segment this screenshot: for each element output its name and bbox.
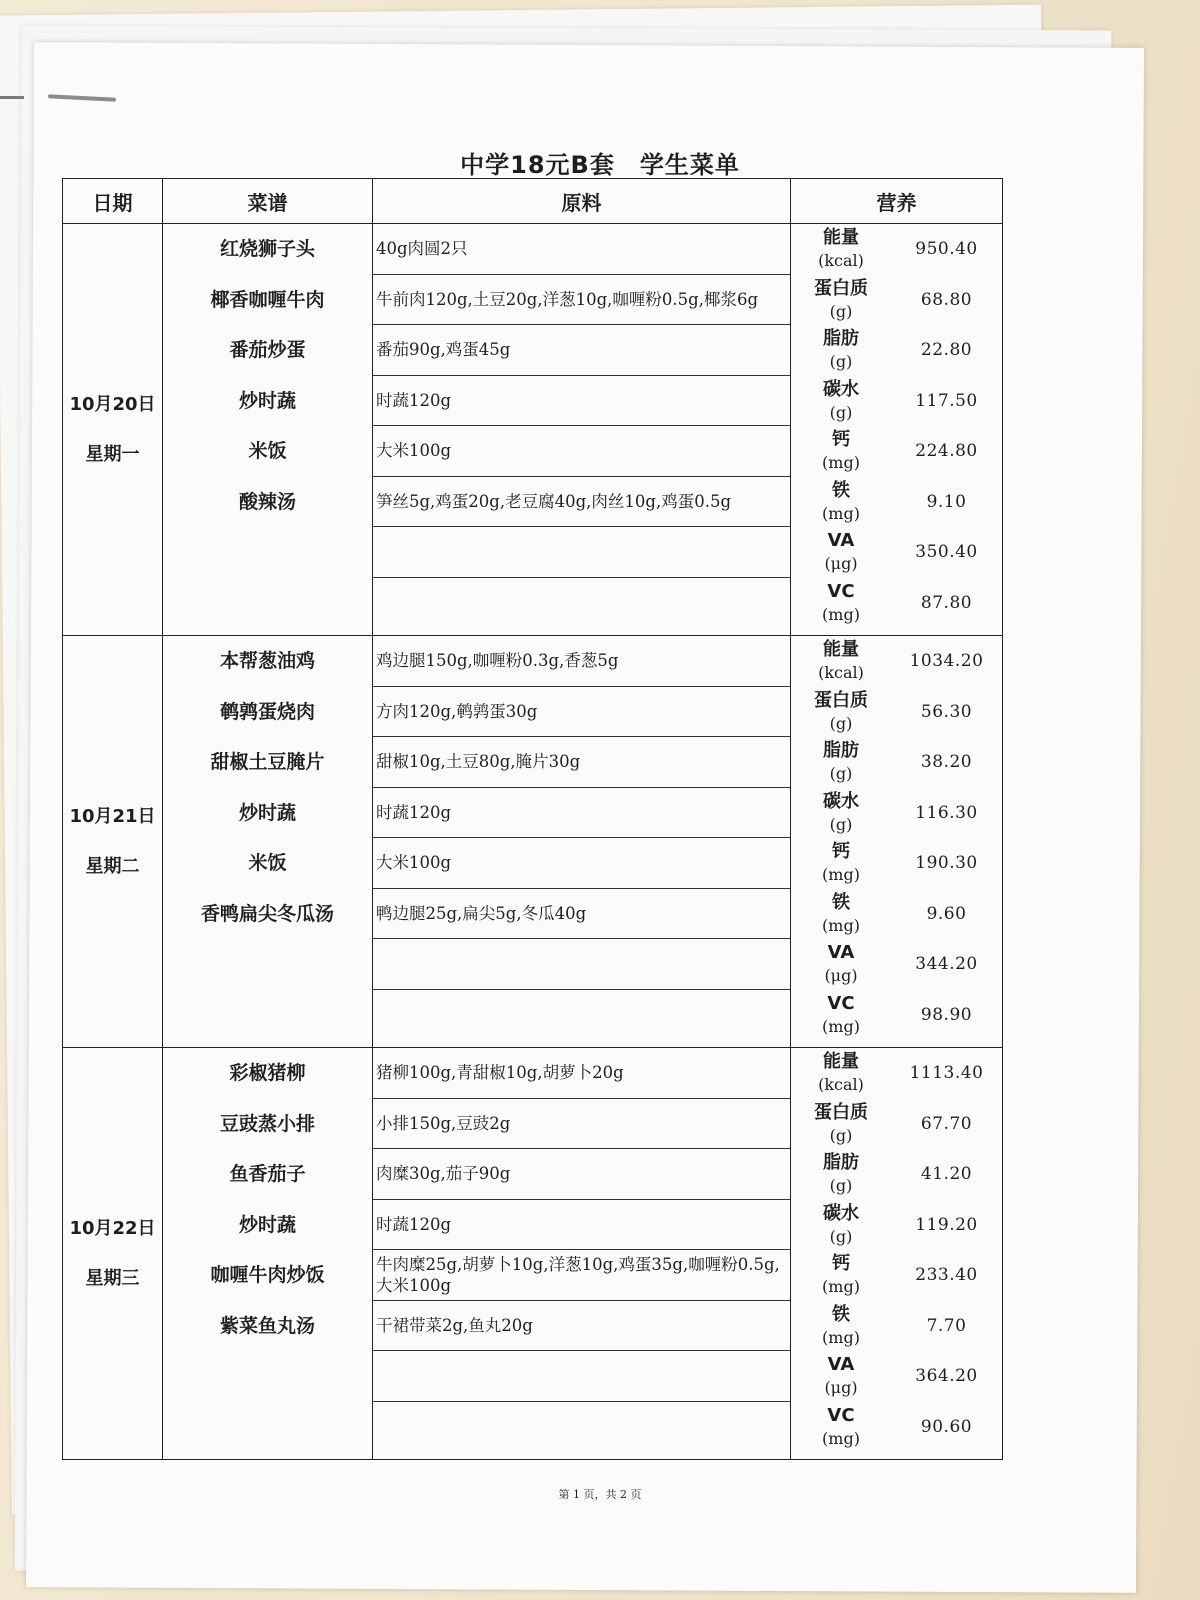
ingredient-line: 大米100g: [373, 426, 790, 477]
nutrition-label: [791, 739, 891, 785]
ingredient-line: 干裙带菜2g,鱼丸20g: [373, 1301, 790, 1352]
nutrient-name: 蛋白质: [814, 689, 868, 711]
page-title: 中学18元B套 学生菜单: [460, 151, 740, 179]
nutrition-label: [791, 840, 891, 886]
dish-name: 米饭: [248, 852, 287, 874]
ingredient-line: 时蔬120g: [373, 1200, 790, 1251]
nutrient-unit: (g): [829, 764, 853, 784]
nutrient-unit: (g): [829, 1125, 853, 1145]
day-row: [63, 636, 1003, 1048]
dish-name: 鹌鹑蛋烧肉: [219, 700, 315, 723]
date-cell: [63, 636, 163, 1048]
nutrient-value: 67.70: [920, 1113, 973, 1134]
nutrient-value: 56.30: [920, 701, 973, 722]
ingredient-line: 牛前肉120g,土豆20g,洋葱10g,咖喱粉0.5g,椰浆6g: [373, 275, 790, 326]
nutrient-value: 364.20: [915, 1366, 978, 1387]
date-label: 10月22日: [69, 1217, 156, 1239]
dish-name: 豆豉蒸小排: [219, 1112, 315, 1135]
nutrient-value: 224.80: [915, 441, 978, 462]
header-date: 日期: [63, 179, 163, 224]
ingredient-line: 鸭边腿25g,扁尖5g,冬瓜40g: [373, 889, 790, 940]
ingredient-line: 猪柳100g,青甜椒10g,胡萝卜20g: [373, 1048, 790, 1099]
nutrition-label: [791, 1101, 891, 1147]
date-label: 10月21日: [69, 805, 156, 827]
ingredient-line: 肉糜30g,茄子90g: [373, 1149, 790, 1200]
nutrient-value: 9.10: [926, 491, 967, 512]
nutrition-row: [791, 788, 1002, 839]
ingredient-line: 甜椒10g,土豆80g,腌片30g: [373, 737, 790, 788]
nutrition-row: [791, 527, 1002, 578]
nutrition-label: [791, 479, 891, 525]
nutrition-cell: [791, 224, 1003, 636]
nutrient-value: 68.80: [920, 289, 973, 310]
dish-name: 甜椒土豆腌片: [210, 751, 325, 773]
nutrient-unit: (g): [829, 1176, 853, 1196]
nutrition-label: [791, 1303, 891, 1349]
weekday-label: 星期一: [85, 443, 140, 465]
nutrient-unit: (kcal): [818, 1075, 864, 1095]
nutrient-name: VC: [827, 992, 855, 1014]
nutrient-unit: (μg): [824, 966, 858, 986]
dish-name: 咖喱牛肉炒饭: [210, 1264, 325, 1286]
nutrient-unit: (g): [829, 402, 853, 422]
ingredient-line: 牛肉糜25g,胡萝卜10g,洋葱10g,鸡蛋35g,咖喱粉0.5g,大米100g: [373, 1250, 790, 1301]
nutrition-row: [791, 1250, 1002, 1301]
nutrition-row: [791, 1099, 1002, 1150]
ingredient-line: [373, 1351, 790, 1402]
nutrition-label: [791, 327, 891, 373]
dish-name: 米饭: [248, 440, 287, 462]
dish-name: 番茄炒蛋: [229, 339, 306, 361]
nutrient-name: 脂肪: [823, 1152, 859, 1174]
nutrient-unit: (mg): [822, 865, 860, 885]
nutrition-label: [791, 1202, 891, 1248]
nutrition-label: [791, 226, 891, 272]
nutrition-row: [791, 1402, 1002, 1453]
ingredient-line: 大米100g: [373, 838, 790, 889]
header-row: [63, 179, 1003, 224]
nutrient-value: 38.20: [920, 752, 973, 773]
nutrient-name: 碳水: [823, 378, 859, 400]
nutrient-name: VA: [827, 1354, 855, 1376]
weekday-label: 星期二: [85, 855, 140, 877]
nutrient-unit: (g): [829, 814, 853, 834]
dish-name: 红烧狮子头: [219, 238, 315, 260]
dish-cell: [163, 224, 373, 636]
nutrient-unit: (mg): [822, 1016, 860, 1036]
nutrient-value: 90.60: [920, 1416, 973, 1437]
dish-name: 彩椒猪柳: [229, 1062, 306, 1084]
dish-name: 本帮葱油鸡: [219, 650, 315, 672]
ingredient-line: 笋丝5g,鸡蛋20g,老豆腐40g,肉丝10g,鸡蛋0.5g: [373, 477, 790, 528]
nutrient-name: 钙: [832, 1253, 850, 1275]
dish-name: 鱼香茄子: [229, 1163, 306, 1185]
dish-cell: [163, 636, 373, 1048]
header-dish: 菜谱: [163, 179, 373, 224]
nutrient-name: VA: [827, 942, 855, 964]
nutrition-row: [791, 224, 1002, 275]
ingredient-line: [373, 1402, 790, 1453]
nutrient-name: 能量: [823, 1051, 859, 1073]
date-cell: [63, 1048, 163, 1460]
nutrient-name: VC: [827, 580, 855, 602]
nutrient-unit: (mg): [822, 915, 860, 935]
ingredient-line: [373, 990, 790, 1041]
nutrition-label: [791, 638, 891, 684]
nutrient-value: 116.30: [915, 802, 978, 823]
nutrition-label: [791, 1050, 891, 1096]
ingredient-line: [373, 578, 790, 629]
nutrition-cell: [791, 1048, 1003, 1460]
nutrient-unit: (g): [829, 301, 853, 321]
ingredients-cell: [373, 1048, 791, 1460]
nutrient-unit: (mg): [822, 453, 860, 473]
dish-name: 炒时蔬: [238, 1213, 296, 1236]
nutrition-row: [791, 737, 1002, 788]
nutrient-unit: (mg): [822, 604, 860, 624]
nutrition-label: [791, 529, 891, 575]
nutrient-value: 1034.20: [909, 651, 984, 672]
nutrition-label: [791, 580, 891, 626]
nutrient-name: 能量: [823, 227, 859, 249]
nutrition-label: [791, 277, 891, 323]
nutrient-value: 9.60: [926, 903, 967, 924]
nutrition-row: [791, 578, 1002, 629]
nutrition-row: [791, 1149, 1002, 1200]
nutrition-label: [791, 790, 891, 836]
menu-table: [62, 178, 1003, 1460]
ingredients-cell: [373, 636, 791, 1048]
nutrient-value: 117.50: [915, 390, 978, 411]
ingredient-line: 番茄90g,鸡蛋45g: [373, 325, 790, 376]
nutrition-row: [791, 990, 1002, 1041]
nutrient-value: 190.30: [915, 853, 978, 874]
nutrition-label: [791, 689, 891, 735]
nutrition-row: [791, 477, 1002, 528]
nutrient-unit: (mg): [822, 1428, 860, 1448]
header-ingredients: 原料: [373, 179, 791, 224]
nutrition-label: [791, 1252, 891, 1298]
dish-name: 紫菜鱼丸汤: [219, 1314, 315, 1337]
page-footer: 第 1 页，共 2 页: [558, 1488, 642, 1501]
dish-name: 香鸭扁尖冬瓜汤: [200, 902, 334, 925]
nutrient-unit: (kcal): [818, 663, 864, 683]
ingredient-line: 40g肉圆2只: [373, 224, 790, 275]
nutrition-row: [791, 1351, 1002, 1402]
nutrient-name: 铁: [832, 479, 850, 501]
nutrient-name: 能量: [823, 639, 859, 661]
nutrition-row: [791, 838, 1002, 889]
nutrient-unit: (μg): [824, 554, 858, 574]
header-nutrition: 营养: [791, 179, 1003, 224]
nutrient-name: 钙: [832, 841, 850, 863]
date-cell: [63, 224, 163, 636]
nutrition-row: [791, 1301, 1002, 1352]
nutrient-unit: (g): [829, 352, 853, 372]
nutrition-label: [791, 1151, 891, 1197]
nutrition-label: [791, 428, 891, 474]
nutrient-name: 铁: [832, 891, 850, 913]
ingredient-line: 时蔬120g: [373, 788, 790, 839]
nutrient-value: 233.40: [915, 1265, 978, 1286]
ingredient-line: 鸡边腿150g,咖喱粉0.3g,香葱5g: [373, 636, 790, 687]
nutrient-value: 950.40: [915, 239, 978, 260]
nutrient-name: 脂肪: [823, 740, 859, 762]
nutrient-value: 350.40: [915, 542, 978, 563]
nutrient-name: 铁: [832, 1303, 850, 1325]
nutrient-name: 脂肪: [823, 328, 859, 350]
nutrient-value: 7.70: [926, 1315, 967, 1336]
nutrient-value: 119.20: [915, 1214, 978, 1235]
nutrition-label: [791, 941, 891, 987]
staple-mark: [0, 96, 24, 99]
nutrition-row: [791, 426, 1002, 477]
nutrition-label: [791, 1404, 891, 1450]
nutrient-name: 碳水: [823, 790, 859, 812]
dish-cell: [163, 1048, 373, 1460]
nutrient-name: VA: [827, 530, 855, 552]
dish-name: 炒时蔬: [238, 801, 296, 824]
nutrition-row: [791, 275, 1002, 326]
day-row: [63, 1048, 1003, 1460]
nutrient-unit: (mg): [822, 503, 860, 523]
ingredients-cell: [373, 224, 791, 636]
nutrient-unit: (kcal): [818, 251, 864, 271]
nutrient-value: 22.80: [920, 340, 973, 361]
day-row: [63, 224, 1003, 636]
nutrition-row: [791, 325, 1002, 376]
nutrient-name: 蛋白质: [814, 1101, 868, 1123]
nutrition-row: [791, 889, 1002, 940]
nutrient-value: 41.20: [920, 1164, 973, 1185]
nutrient-unit: (mg): [822, 1277, 860, 1297]
nutrient-unit: (g): [829, 713, 853, 733]
ingredient-line: [373, 939, 790, 990]
ingredient-line: 时蔬120g: [373, 376, 790, 427]
ingredient-line: 小排150g,豆豉2g: [373, 1099, 790, 1150]
nutrient-name: VC: [827, 1404, 855, 1426]
weekday-label: 星期三: [85, 1267, 140, 1289]
ingredient-line: 方肉120g,鹌鹑蛋30g: [373, 687, 790, 738]
dish-name: 椰香咖喱牛肉: [210, 288, 325, 311]
nutrition-row: [791, 939, 1002, 990]
nutrient-value: 344.20: [915, 954, 978, 975]
nutrient-value: 87.80: [920, 592, 973, 613]
nutrient-unit: (mg): [822, 1327, 860, 1347]
nutrient-value: 98.90: [920, 1004, 973, 1025]
ingredient-line: [373, 527, 790, 578]
nutrition-row: [791, 376, 1002, 427]
nutrition-row: [791, 636, 1002, 687]
dish-name: 炒时蔬: [238, 389, 296, 412]
nutrient-unit: (g): [829, 1226, 853, 1246]
nutrition-row: [791, 1048, 1002, 1099]
nutrition-label: [791, 891, 891, 937]
nutrient-name: 碳水: [823, 1202, 859, 1224]
nutrient-name: 钙: [832, 429, 850, 451]
dish-name: 酸辣汤: [238, 490, 296, 513]
nutrient-unit: (μg): [824, 1378, 858, 1398]
nutrition-cell: [791, 636, 1003, 1048]
nutrient-value: 1113.40: [909, 1063, 984, 1084]
nutrition-row: [791, 687, 1002, 738]
date-label: 10月20日: [69, 393, 156, 415]
nutrient-name: 蛋白质: [814, 277, 868, 299]
nutrition-label: [791, 378, 891, 424]
nutrition-row: [791, 1200, 1002, 1251]
nutrition-label: [791, 1353, 891, 1399]
nutrition-label: [791, 992, 891, 1038]
